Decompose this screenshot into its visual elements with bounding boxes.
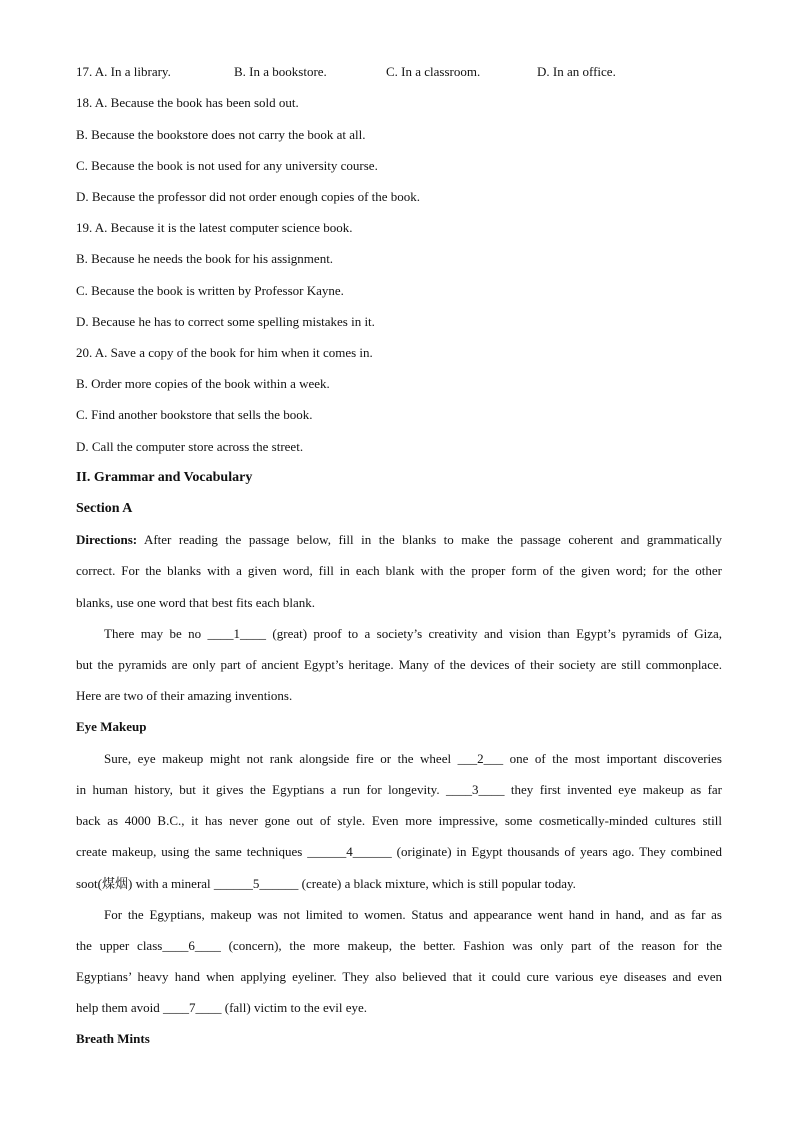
q20-option-c: C. Find another bookstore that sells the book. — [76, 407, 313, 422]
q19-option-d: D. Because he has to correct some spelling mistakes in it. — [76, 314, 375, 329]
section-a-heading: Section A — [76, 501, 133, 516]
directions-label: Directions: — [76, 532, 138, 547]
para3-line-2: the upper class____6____ (concern), the more makeup, the better. Fashion was only part of the reason for the — [76, 938, 722, 953]
para2-line-3: back as 4000 B.C., it has never gone out of style. Even more impressive, some cosmetically-minded cultures still — [76, 813, 722, 828]
q19-option-a: 19. A. Because it is the latest computer science book. — [76, 220, 353, 235]
q20-option-a: 20. A. Save a copy of the book for him when it comes in. — [76, 345, 373, 360]
q19-option-c: C. Because the book is written by Professor Kayne. — [76, 283, 344, 298]
q17-option-c: C. In a classroom. — [386, 64, 481, 79]
q18-option-a: 18. A. Because the book has been sold out. — [76, 95, 299, 110]
para3-line-1: For the Egyptians, makeup was not limited to women. Status and appearance went hand in hand, and as far as — [104, 907, 722, 922]
para3-line-4: help them avoid ____7____ (fall) victim to the evil eye. — [76, 1000, 367, 1015]
q18-option-c: C. Because the book is not used for any university course. — [76, 158, 378, 173]
para3-line-3: Egyptians’ heavy hand when applying eyeliner. They also believed that it could cure various eye diseases and even — [76, 969, 722, 984]
q17-option-b: B. In a bookstore. — [234, 64, 327, 79]
q18-option-d: D. Because the professor did not order enough copies of the book. — [76, 189, 421, 204]
q19-option-b: B. Because he needs the book for his assignment. — [76, 251, 334, 266]
para1-line-2: but the pyramids are only part of ancient Egypt’s heritage. Many of the devices of their society are still commonplace. — [76, 657, 722, 672]
section-heading: II. Grammar and Vocabulary — [76, 470, 253, 485]
q17-option-d: D. In an office. — [537, 64, 616, 79]
para1-line-1: There may be no ____1____ (great) proof to a society’s creativity and vision than Egypt’s pyramids of Giza, — [104, 626, 722, 641]
directions-text-1: After reading the passage below, fill in the blanks to make the passage coherent and grammatically — [143, 532, 722, 547]
para2-line-1: Sure, eye makeup might not rank alongside fire or the wheel ___2___ one of the most important discoveries — [104, 751, 722, 766]
q20-option-d: D. Call the computer store across the street. — [76, 439, 304, 454]
para2-line-5: soot(煤烟) with a mineral ______5______ (create) a black mixture, which is still popular today. — [76, 876, 576, 891]
para1-line-3: Here are two of their amazing inventions. — [76, 688, 293, 703]
q17-option-a: 17. A. In a library. — [76, 64, 171, 79]
directions-line-2: correct. For the blanks with a given word, fill in each blank with the proper form of the given word; for the other — [76, 563, 722, 578]
breath-mints-heading: Breath Mints — [76, 1031, 150, 1046]
para2-line-2: in human history, but it gives the Egyptians a run for longevity. ____3____ they first invented eye makeup as far — [76, 782, 722, 797]
para2-line-4: create makeup, using the same techniques ______4______ (originate) in Egypt thousands of years ago. They combined — [76, 844, 722, 859]
q18-option-b: B. Because the bookstore does not carry the book at all. — [76, 127, 366, 142]
q20-option-b: B. Order more copies of the book within a week. — [76, 376, 330, 391]
directions-line-3: blanks, use one word that best fits each blank. — [76, 595, 315, 610]
eye-makeup-heading: Eye Makeup — [76, 719, 147, 734]
directions-line-1 — [76, 532, 722, 548]
